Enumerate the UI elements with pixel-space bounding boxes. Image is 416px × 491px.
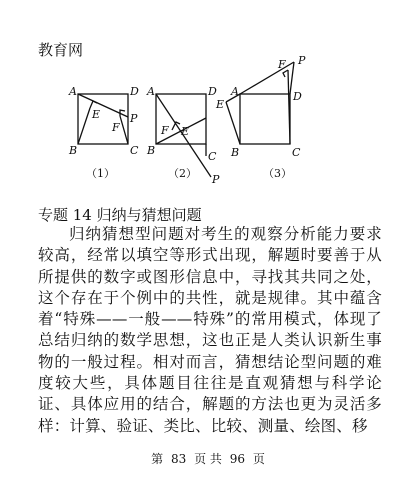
fig1-label-e: E xyxy=(92,108,101,121)
fig3-line-be xyxy=(226,102,240,144)
fig1-line-be xyxy=(78,108,90,144)
fig2-label-c: C xyxy=(208,150,217,163)
footer-suffix: 页 xyxy=(252,452,265,466)
fig1-label-b: B xyxy=(69,144,78,157)
fig1-label-d: D xyxy=(130,85,139,98)
geometry-figures xyxy=(60,52,360,188)
footer-total-pages: 96 xyxy=(229,452,246,466)
body-text xyxy=(38,224,382,437)
fig3-line-ap xyxy=(240,62,294,94)
page-footer xyxy=(0,450,416,467)
fig3-right-angle-f xyxy=(283,70,288,77)
fig3-label-f: F xyxy=(278,58,286,71)
section-title: 专题 14 归纳与猜想问题 xyxy=(38,206,202,224)
fig1-label-p: P xyxy=(130,112,138,125)
fig1-line-cf xyxy=(120,116,128,144)
fig1-label-f: F xyxy=(112,121,120,134)
figure-1 xyxy=(78,94,128,144)
fig2-label-f: F xyxy=(161,124,169,137)
footer-page-number: 83 xyxy=(170,452,187,466)
fig3-label-b: B xyxy=(231,146,240,159)
fig2-caption: （2） xyxy=(168,167,197,180)
fig3-label-p: P xyxy=(298,54,306,67)
fig3-caption: （3） xyxy=(263,167,292,180)
fig1-right-angle-e xyxy=(90,101,97,108)
fig2-label-b: B xyxy=(147,144,156,157)
fig2-label-e: E xyxy=(181,125,190,138)
fig3-square xyxy=(240,94,290,144)
fig3-label-e: E xyxy=(216,98,225,111)
fig1-caption: （1） xyxy=(86,167,115,180)
fig3-label-d: D xyxy=(293,90,302,103)
fig1-label-c: C xyxy=(130,144,139,157)
fig2-label-a: A xyxy=(147,85,155,98)
body-paragraph: 归纳猜想型问题对考生的观察分析能力要求较高，经常以填空等形式出现，解题时要善于从所提供的数字或图形信息中，寻找其共同之处，这个存在于个例中的共性，就是规律。其中蕴含着“特殊——一般——特殊”的常用模式，体现了总结归纳的数学思想，这也正是人类认识新生事物的一般过程。相对而言，猜想结论型问题的难度较大些，具体题目往往是直观猜想与科学论证、具体应用的结合，解题的方法也更为灵活多样：计算、验证、类比、比较、测量、绘图、移 xyxy=(38,225,382,435)
fig2-label-d: D xyxy=(208,85,217,98)
footer-prefix: 第 xyxy=(151,452,164,466)
figure-3 xyxy=(226,62,294,144)
fig3-label-c: C xyxy=(292,146,301,159)
footer-middle: 页 共 xyxy=(194,452,222,466)
fig3-label-a: A xyxy=(231,85,239,98)
fig1-label-a: A xyxy=(69,85,77,98)
fig2-label-p: P xyxy=(212,173,220,186)
page-header: 教育网 xyxy=(38,41,84,59)
